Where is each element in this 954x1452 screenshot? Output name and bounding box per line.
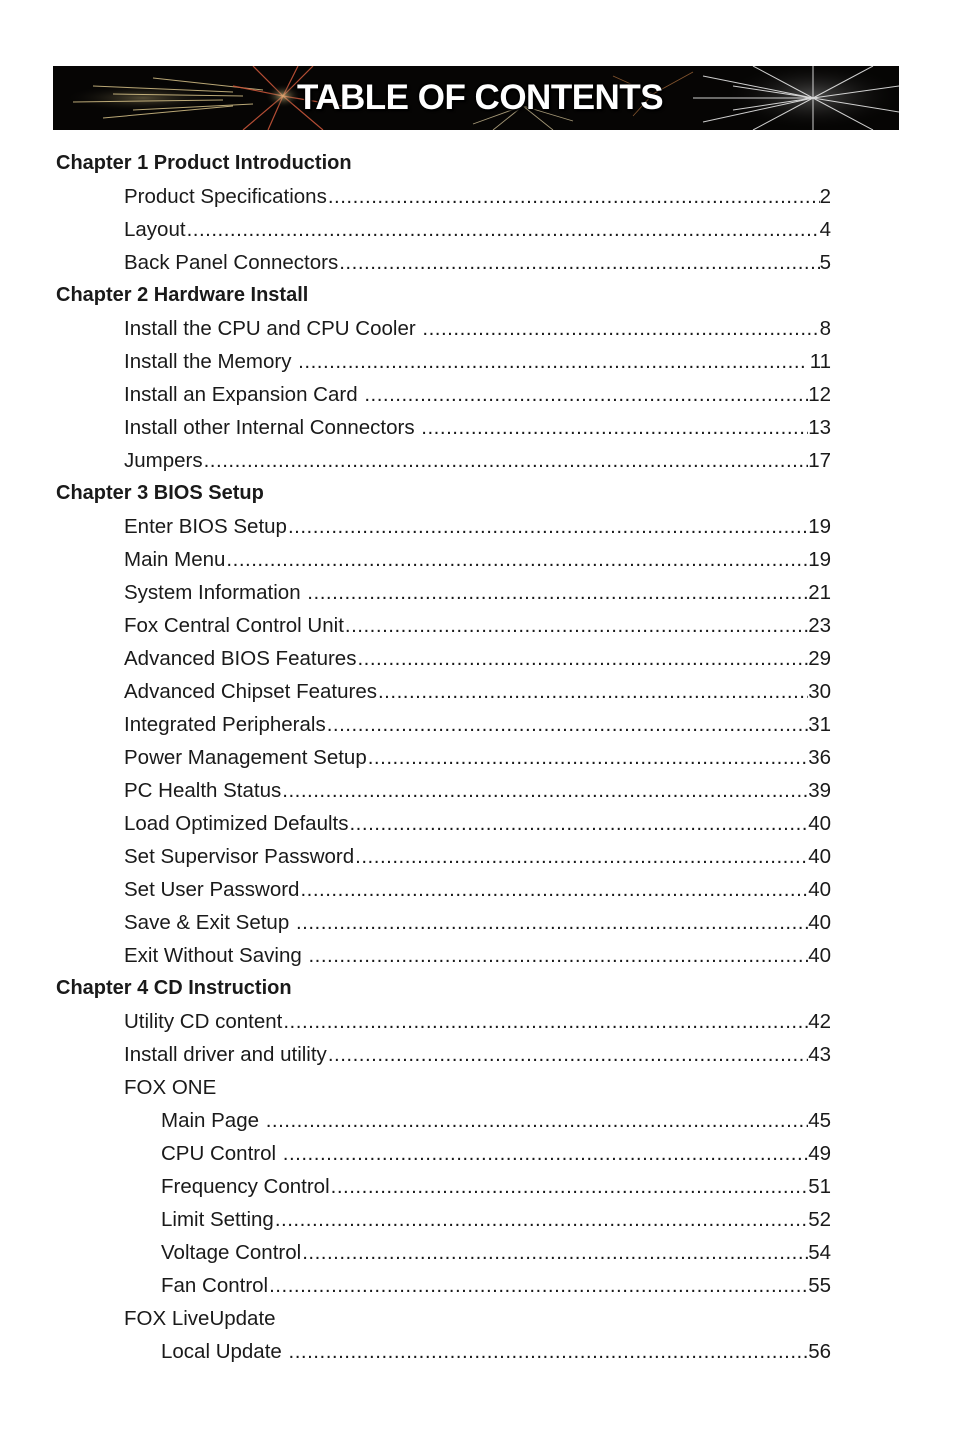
dot-leader (295, 906, 808, 939)
toc-page-number: 40 (808, 812, 831, 835)
toc-entry-label: Enter BIOS Setup (124, 515, 287, 538)
dot-leader (348, 807, 808, 840)
toc-page-number: 21 (808, 581, 831, 604)
toc-entry[interactable] (124, 180, 831, 213)
toc-page-number: 40 (808, 944, 831, 967)
dot-leader (203, 444, 809, 477)
toc-page-number: 49 (808, 1142, 831, 1165)
toc-entry-label: Frequency Control (161, 1175, 330, 1198)
toc-entry[interactable] (161, 1203, 831, 1236)
toc-entry[interactable] (124, 675, 831, 708)
toc-entry-label: Back Panel Connectors (124, 251, 339, 274)
toc-entry-label: Install other Internal Connectors (124, 416, 421, 439)
toc-chapter-heading: Chapter 2 Hardware Install (56, 284, 309, 306)
toc-entry-label: Limit Setting (161, 1208, 274, 1231)
toc-entry[interactable] (124, 213, 831, 246)
toc-entry[interactable] (124, 807, 831, 840)
toc-entry[interactable] (124, 378, 831, 411)
dot-leader (377, 675, 808, 708)
dot-leader (186, 213, 820, 246)
dot-leader (306, 576, 808, 609)
toc-entry[interactable] (124, 840, 831, 873)
toc-page-number: 55 (808, 1274, 831, 1297)
toc-page-number: 52 (808, 1208, 831, 1231)
toc-entry-label: Set User Password (124, 878, 300, 901)
toc-entry-label: Main Page (161, 1109, 265, 1132)
toc-page-number: 39 (808, 779, 831, 802)
toc-page-number: 23 (808, 614, 831, 637)
dot-leader (268, 1269, 808, 1302)
dot-leader (354, 840, 808, 873)
dot-leader (344, 609, 808, 642)
dot-leader (420, 411, 808, 444)
toc-page-number: 5 (819, 251, 831, 274)
toc-chapter-heading: Chapter 3 BIOS Setup (56, 482, 264, 504)
toc-page-number: 40 (808, 878, 831, 901)
toc-page-number: 13 (808, 416, 831, 439)
toc-entry[interactable] (124, 708, 831, 741)
toc-page-number: 40 (808, 911, 831, 934)
toc-page-number: 17 (808, 449, 831, 472)
toc-entry[interactable] (161, 1236, 831, 1269)
toc-entry[interactable] (161, 1170, 831, 1203)
dot-leader (363, 378, 808, 411)
toc-entry-label: Integrated Peripherals (124, 713, 326, 736)
toc-page-number: 2 (819, 185, 831, 208)
dot-leader (281, 774, 808, 807)
page-title: TABLE OF CONTENTS (296, 78, 664, 117)
toc-entry[interactable] (161, 1269, 831, 1302)
toc-entry[interactable] (124, 1005, 831, 1038)
toc-entry[interactable] (124, 642, 831, 675)
toc-page-number: 56 (808, 1340, 831, 1363)
toc-page-number: 31 (808, 713, 831, 736)
dot-leader (297, 345, 804, 378)
toc-page-number: 54 (808, 1241, 831, 1264)
dot-leader (367, 741, 808, 774)
toc-page-number: 11 (804, 350, 831, 373)
dot-leader (288, 1335, 809, 1368)
dot-leader (282, 1137, 808, 1170)
toc-entry-label: Fox Central Control Unit (124, 614, 344, 637)
toc-entry-label: Product Specifications (124, 185, 327, 208)
dot-leader (287, 510, 808, 543)
toc-chapter-heading: Chapter 1 Product Introduction (56, 152, 352, 174)
dot-leader (301, 1236, 808, 1269)
toc-entry[interactable] (161, 1104, 831, 1137)
toc-entry-label: Set Supervisor Password (124, 845, 355, 868)
toc-entry-label: Save & Exit Setup (124, 911, 295, 934)
dot-leader (421, 312, 819, 345)
toc-entry-label: Install an Expansion Card (124, 383, 364, 406)
toc-entry-label: Exit Without Saving (124, 944, 308, 967)
dot-leader (225, 543, 808, 576)
toc-entry-label: Voltage Control (161, 1241, 302, 1264)
toc-entry[interactable] (124, 774, 831, 807)
toc-entry-label: Load Optimized Defaults (124, 812, 349, 835)
dot-leader (326, 708, 808, 741)
toc-page-number: 19 (808, 548, 831, 571)
toc-entry[interactable] (124, 444, 831, 477)
toc-entry-label: CPU Control (161, 1142, 282, 1165)
toc-page-number: 19 (808, 515, 831, 538)
toc-entry-label: Utility CD content (124, 1010, 283, 1033)
toc-entry-label: FOX LiveUpdate (124, 1307, 276, 1330)
toc-page-number: 12 (808, 383, 831, 406)
toc-entry-label: Install driver and utility (124, 1043, 327, 1066)
dot-leader (274, 1203, 808, 1236)
toc-page-number: 30 (808, 680, 831, 703)
dot-leader (307, 939, 808, 972)
toc-page-number: 29 (808, 647, 831, 670)
toc-page-number: 43 (808, 1043, 831, 1066)
dot-leader (327, 1038, 808, 1071)
toc-page-number: 36 (808, 746, 831, 769)
toc-entry-label: Layout (124, 218, 186, 241)
toc-chapter-heading: Chapter 4 CD Instruction (56, 977, 292, 999)
dot-leader (282, 1005, 808, 1038)
toc-entry[interactable] (124, 906, 831, 939)
toc-entry[interactable] (124, 609, 831, 642)
toc-entry-label: Local Update (161, 1340, 288, 1363)
header-banner (53, 66, 899, 130)
toc-page-number: 4 (819, 218, 831, 241)
toc-page-number: 8 (819, 317, 831, 340)
dot-leader (327, 180, 820, 213)
toc-entry[interactable] (161, 1137, 831, 1170)
dot-leader (265, 1104, 808, 1137)
toc-page-number: 42 (808, 1010, 831, 1033)
toc-page-number: 40 (808, 845, 831, 868)
toc-entry-label: Power Management Setup (124, 746, 367, 769)
dot-leader (299, 873, 808, 906)
toc-section-group (124, 1302, 831, 1335)
toc-entry-label: FOX ONE (124, 1076, 217, 1099)
toc-entry-label: System Information (124, 581, 307, 604)
toc-entry-label: Advanced BIOS Features (124, 647, 357, 670)
toc-entry[interactable] (124, 873, 831, 906)
toc-entry[interactable] (124, 741, 831, 774)
toc-entry[interactable] (161, 1335, 831, 1368)
toc-entry[interactable] (124, 543, 831, 576)
toc-entry[interactable] (124, 1038, 831, 1071)
toc-entry[interactable] (124, 939, 831, 972)
toc-entry[interactable] (124, 411, 831, 444)
toc-section-group (124, 1071, 831, 1104)
toc-entry-label: Main Menu (124, 548, 226, 571)
toc-entry-label: Install the Memory (124, 350, 298, 373)
dot-leader (356, 642, 808, 675)
toc-entry[interactable] (124, 510, 831, 543)
toc-entry[interactable] (124, 576, 831, 609)
toc-entry[interactable] (124, 345, 831, 378)
dot-leader (330, 1170, 809, 1203)
toc-entry-label: Install the CPU and CPU Cooler (124, 317, 422, 340)
table-of-contents (0, 147, 954, 1368)
toc-page-number: 45 (808, 1109, 831, 1132)
toc-entry-label: PC Health Status (124, 779, 282, 802)
toc-entry[interactable] (124, 312, 831, 345)
toc-entry[interactable] (124, 246, 831, 279)
dot-leader (338, 246, 819, 279)
toc-page-number: 51 (808, 1175, 831, 1198)
toc-entry-label: Fan Control (161, 1274, 269, 1297)
toc-entry-label: Advanced Chipset Features (124, 680, 377, 703)
toc-entry-label: Jumpers (124, 449, 203, 472)
